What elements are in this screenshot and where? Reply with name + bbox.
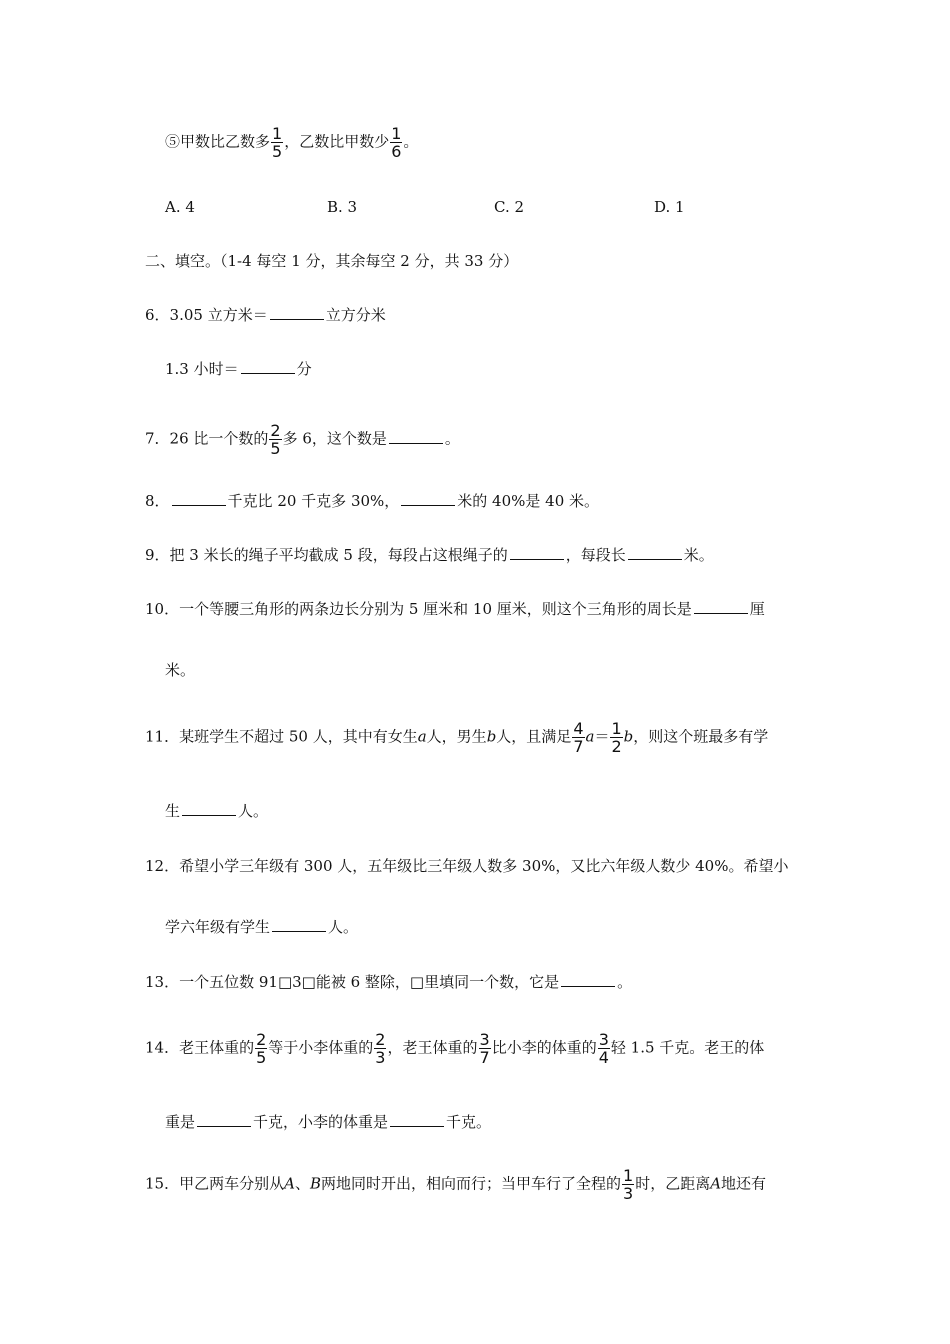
question-15: 15．甲乙两车分别从A、B两地同时开出，相向而行；当甲车行了全程的 $\frac{1}{3}$ 时，乙距离A地还有: [145, 1166, 767, 1203]
fraction: $\frac{2}{5}$: [270, 421, 281, 458]
question-10: 10．一个等腰三角形的两条边长分别为 5 厘米和 10 厘米，则这个三角形的周长是 厘: [145, 600, 765, 618]
answer-blank[interactable]: [390, 1112, 444, 1127]
question-6: 6．3.05 立方米＝ 立方分米: [145, 306, 386, 324]
answer-blank[interactable]: [561, 972, 615, 987]
fraction: $\frac{2}{3}$: [375, 1030, 386, 1067]
answer-blank[interactable]: [272, 917, 326, 932]
answer-blank[interactable]: [694, 599, 748, 614]
question-14-cont: 重是 千克，小李的体重是 千克。: [165, 1113, 492, 1131]
fraction: $\frac{2}{5}$: [256, 1030, 267, 1067]
section-title: 二、填空。（1-4 每空 1 分，其余每空 2 分，共 33 分）: [145, 252, 519, 270]
option-d[interactable]: D. 1: [654, 198, 685, 216]
answer-blank[interactable]: [241, 359, 295, 374]
fraction: $\frac{1}{2}$: [611, 719, 622, 756]
answer-blank[interactable]: [389, 429, 443, 444]
question-9: 9．把 3 米长的绳子平均截成 5 段，每段占这根绳子的 ，每段长 米。: [145, 546, 714, 564]
question-12-cont: 学六年级有学生 人。: [165, 918, 359, 936]
question-10-cont: 米。: [165, 661, 196, 679]
answer-blank[interactable]: [628, 545, 682, 560]
question-13: 13．一个五位数 91□3□能被 6 整除，□里填同一个数，它是 。: [145, 973, 633, 991]
answer-blank[interactable]: [510, 545, 564, 560]
answer-blank[interactable]: [182, 801, 236, 816]
answer-blank[interactable]: [270, 305, 324, 320]
option-b[interactable]: B. 3: [327, 198, 358, 216]
question-6-part-2: 1.3 小时＝ 分: [165, 360, 312, 378]
q5-item-5: ⑤甲数比乙数多 $\frac{1}{5}$ ，乙数比甲数少 $\frac{1}{6}$ 。: [165, 124, 419, 161]
question-7: 7．26 比一个数的 $\frac{2}{5}$ 多 6，这个数是 。: [145, 421, 460, 458]
option-a[interactable]: A. 4: [165, 198, 195, 216]
answer-blank[interactable]: [401, 491, 455, 506]
fraction: $\frac{1}{6}$: [391, 124, 402, 161]
question-14: 14．老王体重的 $\frac{2}{5}$ 等于小李体重的 $\frac{2}{3}$ ，老王体重的 $\frac{3}{7}$ 比小李的体重的 $\frac{3}{4}$ 轻 1.5 千克。老王的体: [145, 1030, 765, 1067]
question-8: 8． 千克比 20 千克多 30%， 米的 40%是 40 米。: [145, 492, 600, 510]
fraction: $\frac{4}{7}$: [573, 719, 584, 756]
question-12: 12．希望小学三年级有 300 人，五年级比三年级人数多 30%，又比六年级人数少 40%。希望小: [145, 857, 789, 875]
question-11: 11．某班学生不超过 50 人，其中有女生a人，男生b人，且满足 $\frac{4}{7}$ a＝ $\frac{1}{2}$ b，则这个班最多有学: [145, 719, 769, 756]
fraction: $\frac{1}{5}$: [272, 124, 283, 161]
fraction: $\frac{3}{4}$: [598, 1030, 609, 1067]
fraction: $\frac{1}{3}$: [623, 1166, 634, 1203]
option-c[interactable]: C. 2: [494, 198, 525, 216]
fraction: $\frac{3}{7}$: [479, 1030, 490, 1067]
answer-blank[interactable]: [197, 1112, 251, 1127]
answer-blank[interactable]: [172, 491, 226, 506]
question-11-cont: 生 人。: [165, 802, 269, 820]
